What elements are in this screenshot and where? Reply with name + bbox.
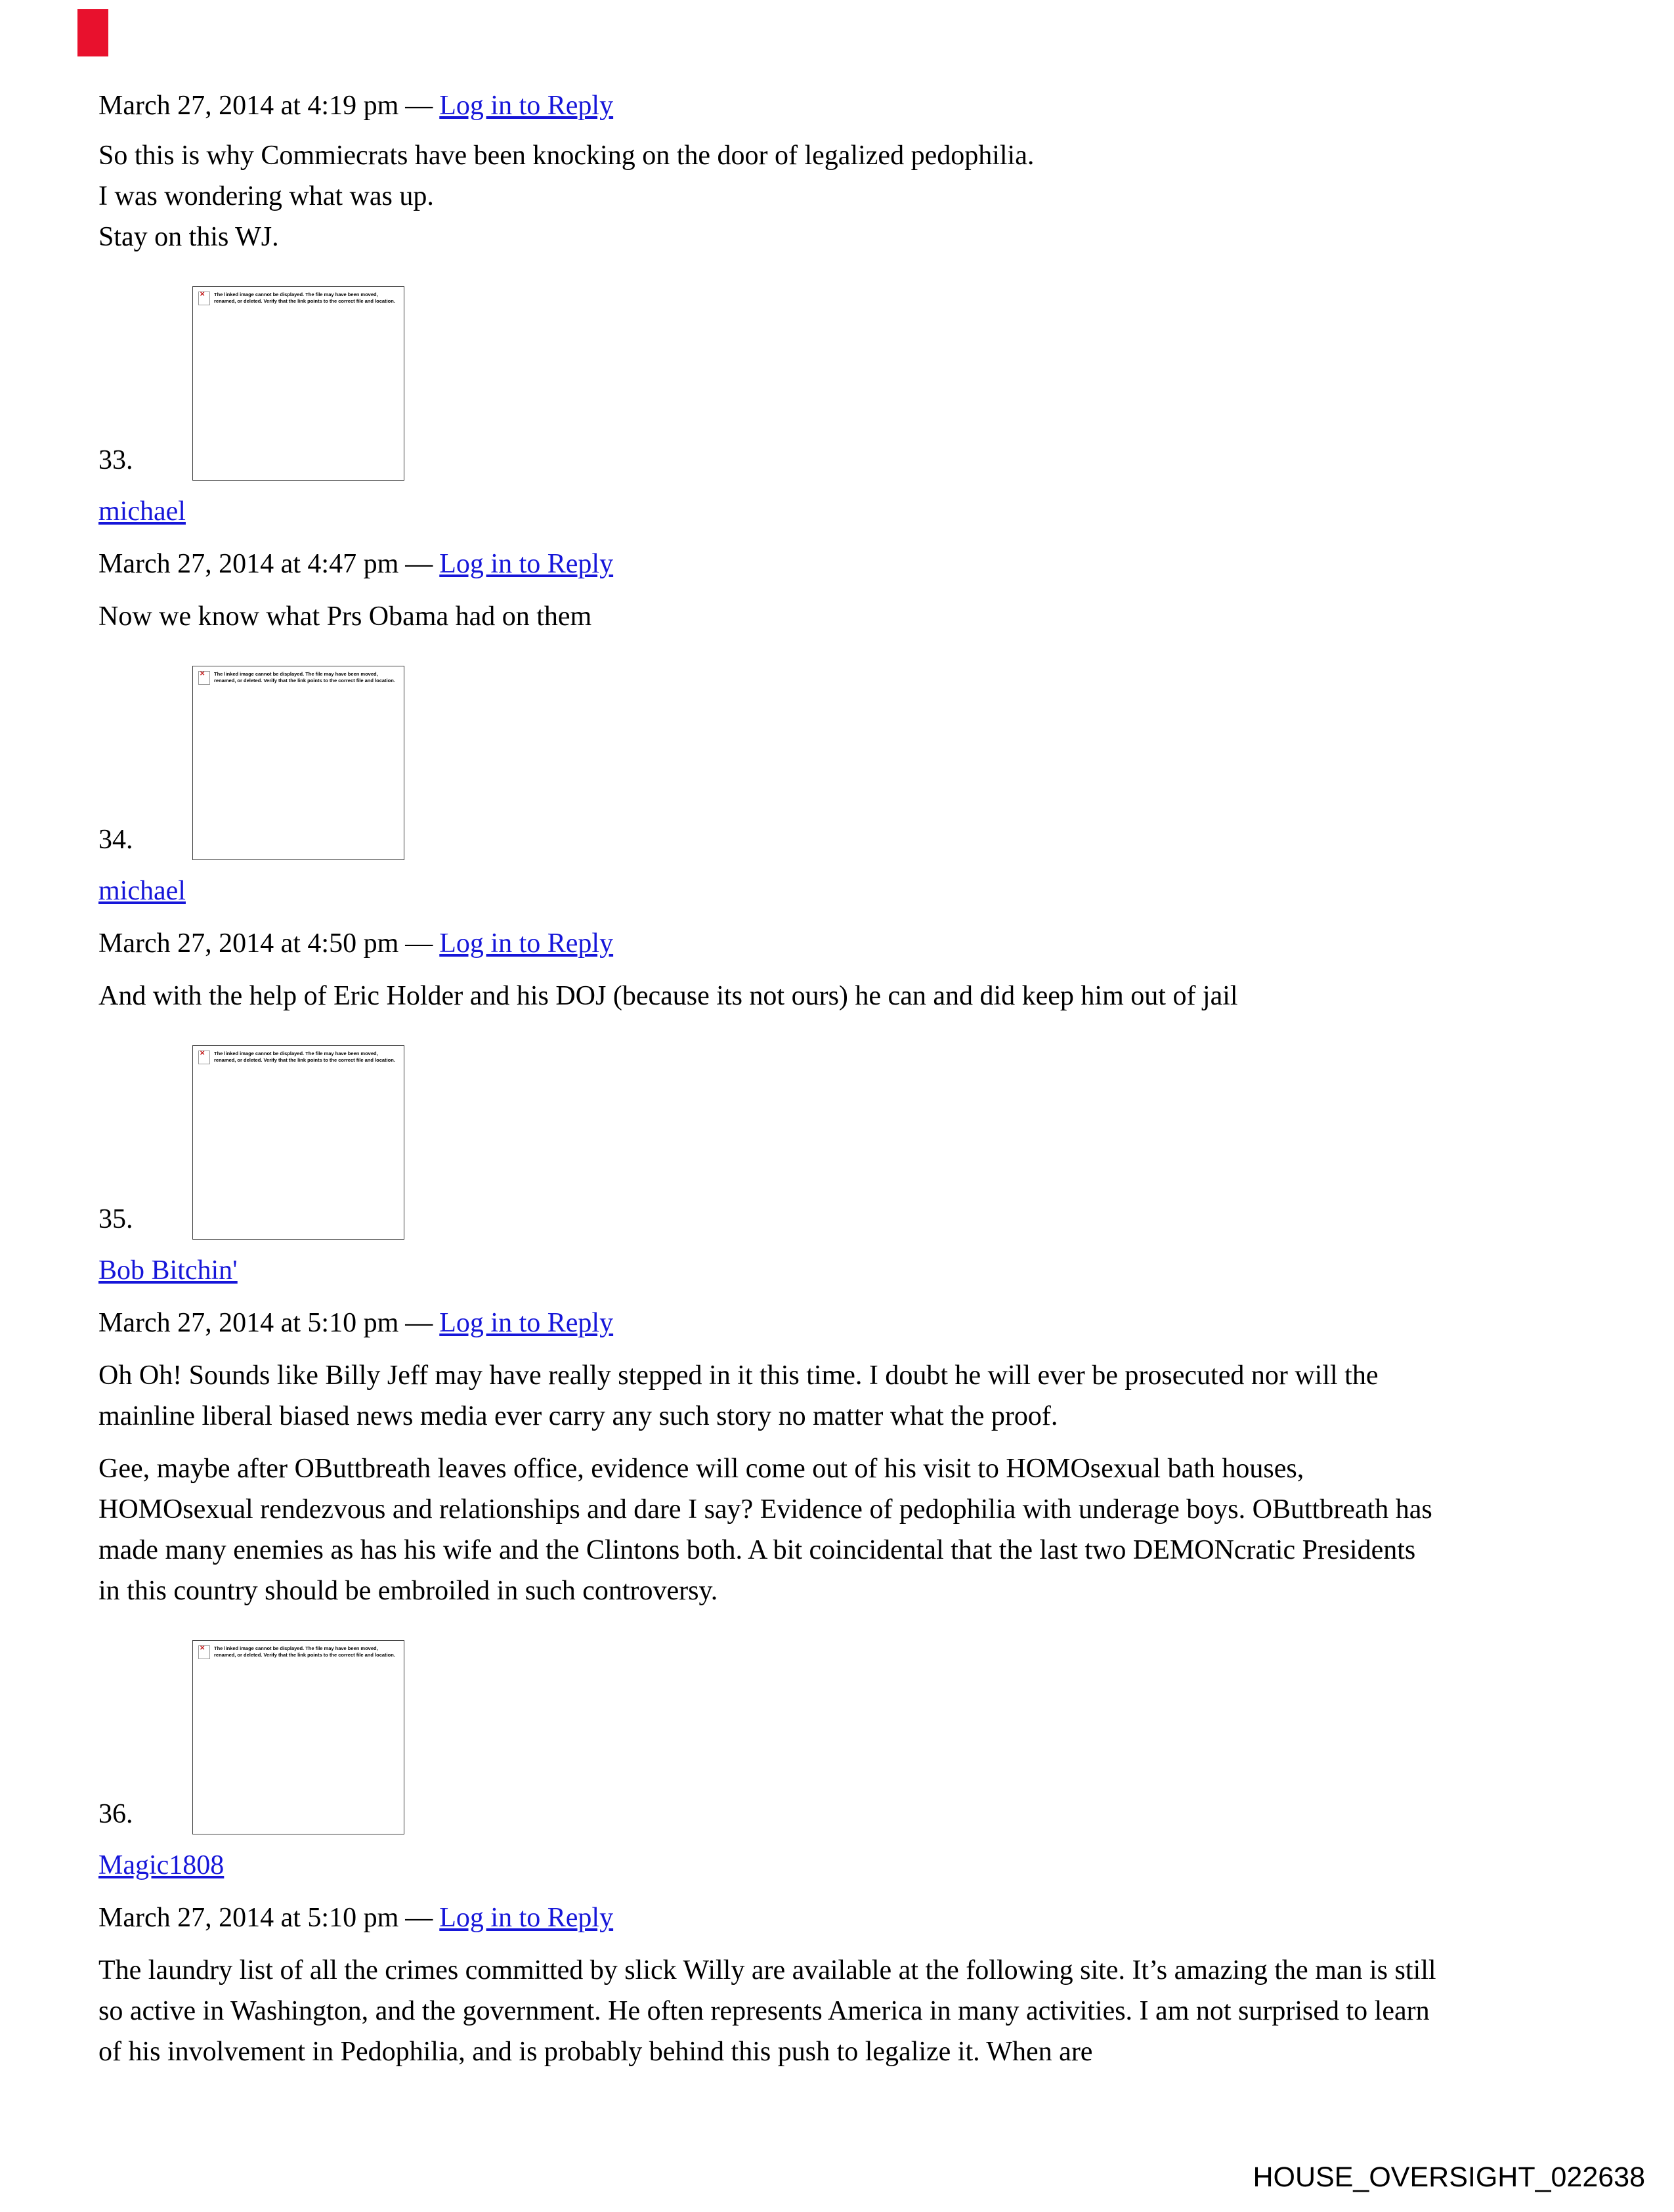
comment-number: 33. bbox=[98, 445, 133, 475]
comment-timestamp: March 27, 2014 at 4:19 pm bbox=[98, 91, 399, 121]
comment-item bbox=[98, 1045, 1438, 1611]
comment-body bbox=[98, 135, 1438, 257]
comment-text-line: I was wondering what was up. bbox=[98, 181, 434, 211]
broken-image-icon: ✕ bbox=[198, 671, 210, 685]
comment-paragraph: Oh Oh! Sounds like Billy Jeff may have really stepped in it this time. I doubt he will ever be prosecuted nor will the mainline liberal biased news media ever carry any such story no matter what the proof. bbox=[98, 1360, 1379, 1431]
author-link[interactable]: michael bbox=[98, 496, 186, 527]
log-in-to-reply-link[interactable]: Log in to Reply bbox=[439, 928, 614, 959]
comment-paragraph: And with the help of Eric Holder and his DOJ (because its not ours) he can and did keep him out of jail bbox=[98, 981, 1238, 1011]
dash-separator: — bbox=[405, 928, 433, 959]
comment-timestamp: March 27, 2014 at 5:10 pm bbox=[98, 1308, 399, 1338]
comment-dateline bbox=[98, 85, 1438, 126]
log-in-to-reply-link[interactable]: Log in to Reply bbox=[439, 549, 614, 579]
comment-paragraph: Now we know what Prs Obama had on them bbox=[98, 601, 592, 632]
comment-author bbox=[98, 1250, 1438, 1291]
comment-number: 36. bbox=[98, 1799, 133, 1829]
broken-avatar-image bbox=[192, 1640, 404, 1834]
broken-avatar-image bbox=[192, 666, 404, 860]
broken-image-message: The linked image cannot be displayed. The file may have been moved, renamed, or deleted. Verify that the link points to the correct file and location. bbox=[214, 671, 395, 683]
dash-separator: — bbox=[405, 1308, 433, 1338]
author-link[interactable]: Magic1808 bbox=[98, 1850, 225, 1880]
red-marker bbox=[77, 9, 108, 56]
author-link[interactable]: michael bbox=[98, 876, 186, 906]
comment-item bbox=[98, 286, 1438, 637]
comment-dateline bbox=[98, 1303, 1438, 1343]
log-in-to-reply-link[interactable]: Log in to Reply bbox=[439, 1903, 614, 1933]
dash-separator: — bbox=[405, 91, 433, 121]
comment-dateline bbox=[98, 1898, 1438, 1938]
comment-author bbox=[98, 491, 1438, 532]
comment-dateline bbox=[98, 923, 1438, 964]
comment-text-line: So this is why Commiecrats have been knocking on the door of legalized pedophilia. bbox=[98, 141, 1035, 171]
comment-timestamp: March 27, 2014 at 4:47 pm bbox=[98, 549, 399, 579]
comment-text-line: Stay on this WJ. bbox=[98, 222, 279, 252]
comment-item bbox=[98, 1640, 1438, 2072]
comment-leading bbox=[98, 85, 1438, 257]
author-link[interactable]: Bob Bitchin' bbox=[98, 1255, 238, 1286]
comment-header-row bbox=[98, 1640, 1438, 1834]
comment-number: 34. bbox=[98, 825, 133, 855]
comment-timestamp: March 27, 2014 at 5:10 pm bbox=[98, 1903, 399, 1933]
comment-timestamp: March 27, 2014 at 4:50 pm bbox=[98, 928, 399, 959]
comment-paragraph: Gee, maybe after OButtbreath leaves office, evidence will come out of his visit to HOMOsexual bath houses, HOMOsexual rendezvous and relationships and dare I say? Evidence of pedophilia with underage boys. OButtbreath has made many enemies as has his wife and the Clintons both. A bit coincidental that the last two DEMONcratic Presidents in this country should be embroiled in such controversy. bbox=[98, 1454, 1432, 1606]
broken-image-icon: ✕ bbox=[198, 1645, 210, 1659]
comment-header-row bbox=[98, 286, 1438, 481]
bates-number: HOUSE_OVERSIGHT_022638 bbox=[1253, 2161, 1645, 2193]
comment-number: 35. bbox=[98, 1204, 133, 1234]
comment-author bbox=[98, 871, 1438, 911]
dash-separator: — bbox=[405, 549, 433, 579]
broken-image-message: The linked image cannot be displayed. The file may have been moved, renamed, or deleted. Verify that the link points to the correct file and location. bbox=[214, 1645, 395, 1658]
broken-image-message: The linked image cannot be displayed. The file may have been moved, renamed, or deleted. Verify that the link points to the correct file and location. bbox=[214, 292, 395, 304]
broken-avatar-image bbox=[192, 1045, 404, 1240]
comment-paragraph: The laundry list of all the crimes committed by slick Willy are available at the following site. It’s amazing the man is still so active in Washington, and the government. He often represents America in many activities. I am not surprised to learn of his involvement in Pedophilia, and is probably behind this push to legalize it. When are bbox=[98, 1955, 1436, 2067]
comment-item bbox=[98, 666, 1438, 1016]
broken-image-message: The linked image cannot be displayed. The file may have been moved, renamed, or deleted. Verify that the link points to the correct file and location. bbox=[214, 1051, 395, 1063]
log-in-to-reply-link[interactable]: Log in to Reply bbox=[439, 91, 614, 121]
comment-dateline bbox=[98, 544, 1438, 584]
comment-header-row bbox=[98, 1045, 1438, 1240]
broken-image-icon: ✕ bbox=[198, 292, 210, 305]
broken-image-icon: ✕ bbox=[198, 1051, 210, 1064]
broken-avatar-image bbox=[192, 286, 404, 481]
comment-header-row bbox=[98, 666, 1438, 860]
dash-separator: — bbox=[405, 1903, 433, 1933]
comment-author bbox=[98, 1845, 1438, 1886]
log-in-to-reply-link[interactable]: Log in to Reply bbox=[439, 1308, 614, 1338]
